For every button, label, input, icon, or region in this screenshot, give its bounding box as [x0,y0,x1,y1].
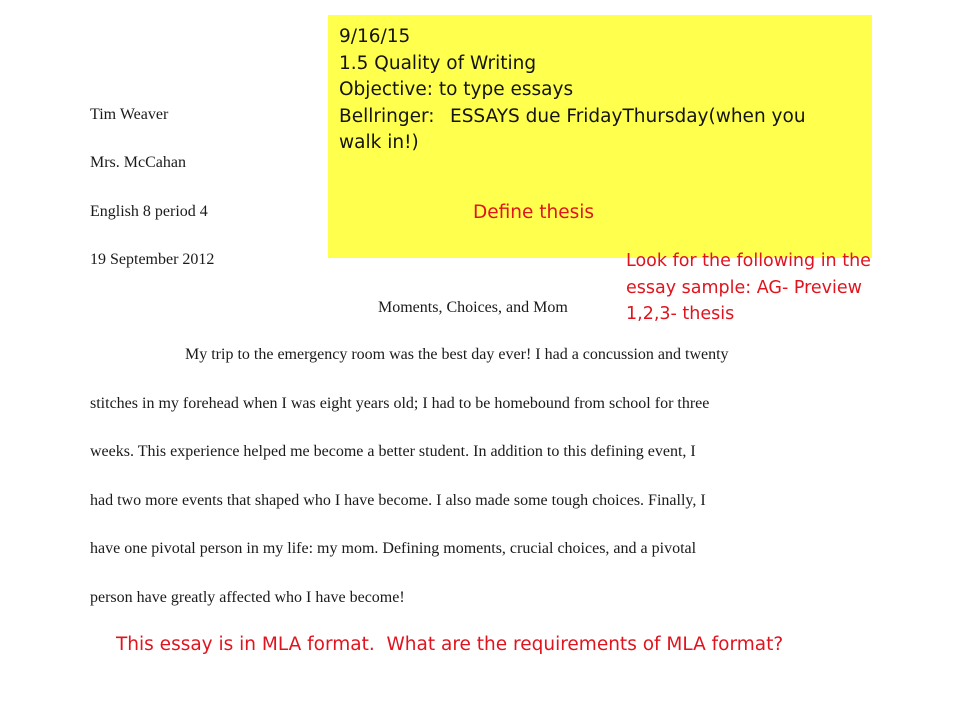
bellringer-text: ESSAYS due FridayThursday(when you [450,105,806,127]
essay-line: stitches in my forehead when I was eight years old; I had to be homebound from school for three [90,395,710,412]
heading-student-name: Tim Weaver [90,106,169,123]
red-annotation-line: essay sample: AG- Preview [626,277,862,298]
essay-line: weeks. This experience helped me become a better student. In addition to this defining event, I [90,443,696,460]
essay-title: Moments, Choices, and Mom [378,299,568,316]
heading-date: 19 September 2012 [90,251,215,268]
heading-teacher-name: Mrs. McCahan [90,154,186,171]
essay-line: My trip to the emergency room was the best day ever! I had a concussion and twenty [185,346,729,363]
essay-line: have one pivotal person in my life: my mom. Defining moments, crucial choices, and a pivotal [90,540,697,557]
essay-line: had two more events that shaped who I have become. I also made some tough choices. Finally, I [90,492,706,509]
bellringer-text-continued: walk in!) [339,132,419,153]
mla-question: This essay is in MLA format. What are the requirements of MLA format? [116,634,784,655]
sticky-note [328,15,872,258]
note-objective: Objective: to type essays [339,79,574,100]
red-annotation-line: Look for the following in the [626,251,871,271]
heading-class: English 8 period 4 [90,203,208,220]
note-standard: 1.5 Quality of Writing [339,52,537,74]
note-date: 9/16/15 [339,26,411,47]
essay-line: person have greatly affected who I have become! [90,589,405,606]
define-thesis-note: Define thesis [473,202,595,223]
bellringer-label: Bellringer: [339,105,435,127]
red-annotation [626,248,871,328]
note-bellringer [339,104,872,131]
red-annotation-line: 1,2,3- thesis [626,304,735,324]
